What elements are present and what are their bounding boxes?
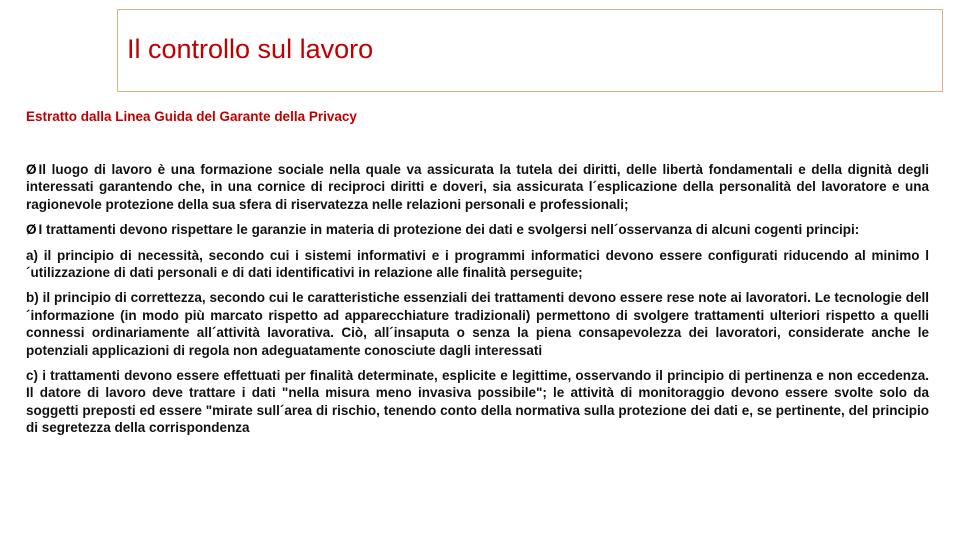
paragraph-principles [26,221,929,238]
paragraph-principles-text: I trattamenti devono rispettare le garanzie in materia di protezione dei dati e svolgersi nell´osservanza di alcuni cogenti principi: [38,222,860,238]
arrow-bullet-icon: Ø [26,162,37,177]
content-body [26,161,929,445]
principle-purpose: c) i trattamenti devono essere effettuati per finalità determinate, esplicite e legittime, osservando il principio di pertinenza e non eccedenza. Il datore di lavoro deve trattare i dati "nella misura meno invasiva possibile"; le attività di monitoraggio devono essere svolte solo da soggetti preposti ed essere "mirate sull´area di rischio, tenendo conto della normativa sulla protezione dei dati e, se pertinente, del principio di segretezza della corrispondenza [26,368,929,436]
paragraph-workplace [26,161,929,213]
arrow-bullet-icon: Ø [26,222,37,238]
title-box [117,9,943,92]
principle-correctness: b) il principio di correttezza, secondo cui le caratteristiche essenziali dei trattamenti devono essere rese note ai lavoratori. Le tecnologie dell´informazione (in modo più marcato rispetto ad apparecchiature tradizionali) permettono di svolgere trattamenti ulteriori rispetto a quelli connessi ordinariamente all´attività lavorativa. Ciò, all´insaputa o senza la piena consapevolezza dei lavoratori, considerate anche le potenziali applicazioni di regola non adeguatamente conosciute dagli interessati [26,290,929,358]
subtitle: Estratto dalla Linea Guida del Garante della Privacy [26,109,357,124]
principle-necessity: a) il principio di necessità, secondo cui i sistemi informativi e i programmi informatici devono essere configurati riducendo al minimo l´utilizzazione di dati personali e di dati identificativi in relazione alle finalità perseguite; [26,247,929,281]
paragraph-workplace-text: Il luogo di lavoro è una formazione sociale nella quale va assicurata la tutela dei diritti, delle libertà fondamentali e della dignità degli interessati garantendo che, in una cornice di reciproci diritti e doveri, sia assicurata l´esplicazione della personalità del lavoratore e una ragionevole protezione della sua sfera di riservatezza nelle relazioni personali e professionali; [26,162,929,212]
page-title: Il controllo sul lavoro [127,34,374,64]
